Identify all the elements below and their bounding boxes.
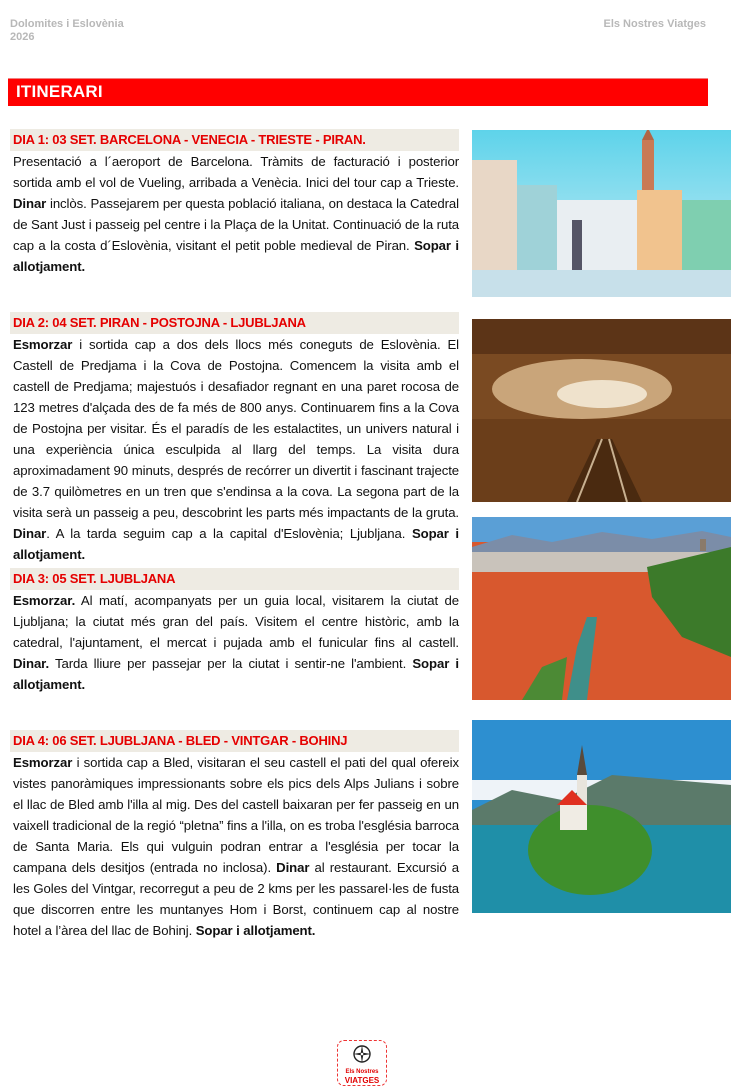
day-title: DIA 2: 04 SET. PIRAN - POSTOJNA - LJUBLJANA (10, 312, 459, 334)
day-block-4 (10, 730, 459, 941)
description-text: Presentació a l´aeroport de Barcelona. Tràmits de facturació i posterior sortida amb el vol de Vueling, arribada a Venècia. Inici del tour cap a Trieste. (13, 154, 459, 190)
highlight-text: Sopar i allotjament. (13, 238, 459, 274)
day-title: DIA 3: 05 SET. LJUBLJANA (10, 568, 459, 590)
description-text: i sortida cap a dos dels llocs més coneguts de Eslovènia. El Castell de Predjama i la Cova de Postojna. Comencem la visita amb el castell de Predjama; majestuós i desafiador regnant en una paret rocosa de 123 metres d'alçada des de fa més de 800 anys. Continuarem fins a la Cova de Postojna per visitar. És el paradís de les estalactites, un univers natural i una experiència única esculpida al llarg del temps. La visita dura aproximadament 90 minuts, després de recórrer un divertit i fascinant trajecte de 3.7 quilòmetres en un tren que s'endinsa a la cova. La segona part de la visita serà un passeig a peu, descobrint les parts més impactants de la gruta. (13, 337, 459, 520)
lake-bled-photo (472, 720, 731, 913)
description-text: al restaurant. Excursió a les Goles del Vintgar, recorregut a peu de 2 kms per les passarel·les de fusta que discorren entre les muntanyes Hom i Borst, continuem cap al nostre hotel a l’àrea del llac de Bohinj. (13, 860, 460, 938)
document-header-left (10, 18, 124, 44)
logo-line-2: VIATGES (344, 1076, 380, 1085)
highlight-text: Esmorzar (13, 755, 73, 770)
trip-year: 2026 (10, 31, 35, 43)
ljubljana-aerial-photo (472, 517, 731, 700)
agency-logo (337, 1040, 387, 1086)
trip-title: Dolomites i Eslovènia (10, 18, 124, 30)
highlight-text: Sopar i allotjament. (13, 526, 459, 562)
day-title: DIA 4: 06 SET. LJUBLJANA - BLED - VINTGAR - BOHINJ (10, 730, 459, 752)
highlight-text: Dinar (13, 526, 47, 541)
logo-line-1: Els Nostres (345, 1069, 379, 1075)
highlight-text: Dinar (13, 196, 47, 211)
highlight-text: Dinar (276, 860, 310, 875)
piran-square-photo (472, 130, 731, 297)
highlight-text: Esmorzar. (13, 593, 76, 608)
highlight-text: Esmorzar (13, 337, 73, 352)
highlight-text: Sopar i allotjament. (13, 656, 459, 692)
day-block-1 (10, 129, 459, 277)
highlight-text: Dinar. (13, 656, 50, 671)
day-description (10, 590, 459, 695)
section-title: ITINERARI (16, 82, 103, 101)
day-block-2 (10, 312, 459, 565)
description-text: . A la tarda seguim cap a la capital d'Eslovènia; Ljubljana. (46, 526, 412, 541)
day-description (10, 151, 459, 277)
section-title-bar (8, 78, 708, 106)
compass-rose-icon (352, 1044, 372, 1064)
highlight-text: Sopar i allotjament. (195, 923, 316, 938)
day-description (10, 752, 459, 941)
postojna-cave-photo (472, 319, 731, 502)
day-title: DIA 1: 03 SET. BARCELONA - VENECIA - TRIESTE - PIRAN. (10, 129, 459, 151)
agency-name: Els Nostres Viatges (603, 18, 706, 30)
day-description (10, 334, 459, 565)
description-text: Tarda lliure per passejar per la ciutat i sentir-ne l'ambient. (49, 656, 413, 671)
description-text: i sortida cap a Bled, visitaran el seu castell el pati del qual ofereix vistes panoràmiques impressionants sobre els pics dels Alps Julians i sobre el llac de Bled amb l'illa al mig. Des del castell baixaran per fer passeig en un vaixell tradicional de la regió “pletna” fins a l'illa, on es troba l'església barroca de Santa Maria. Els qui vulguin podran entrar a l'església per tocar la campana dels desitjos (entrada no inclosa). (13, 755, 459, 875)
description-text: Al matí, acompanyats per un guia local, visitarem la ciutat de Ljubljana; la ciutat més gran del país. Visitem el centre històric, amb la catedral, l'ajuntament, el mercat i pujada amb el funicular fins al castell. (13, 593, 459, 650)
day-block-3 (10, 568, 459, 695)
description-text: inclòs. Passejarem per questa població italiana, on destaca la Catedral de Sant Just i passeig pel centre i la Plaça de la Unitat. Continuació de la ruta cap a la costa d´Eslovènia, visitant el petit poble medieval de Piran. (13, 196, 459, 253)
